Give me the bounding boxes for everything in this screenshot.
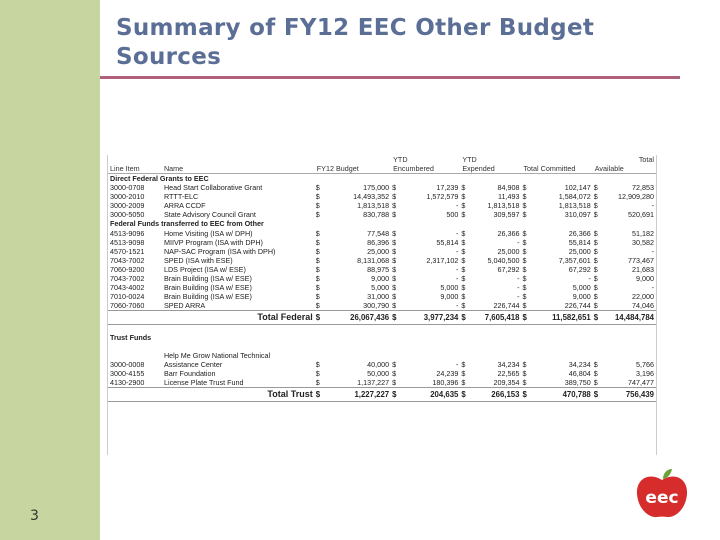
line-item-code: 3000-2010 [110, 192, 145, 202]
dollar-sign: $ [522, 377, 527, 387]
page-number: 3 [30, 508, 39, 524]
total-federal-row-enc: 3,977,234 [401, 311, 460, 325]
dollar-sign: $ [392, 274, 397, 284]
table-row [108, 360, 656, 369]
trust-note-row [108, 351, 656, 360]
dollar-sign: $ [315, 192, 320, 202]
value-avail: - [651, 201, 654, 211]
dollar-sign: $ [315, 237, 320, 247]
dollar-sign: $ [461, 292, 466, 302]
table-row [108, 378, 656, 388]
dollar-sign: $ [461, 377, 466, 387]
value-exp: 5,040,500 [487, 255, 520, 265]
dollar-sign: $ [315, 264, 320, 274]
table-row [108, 210, 656, 219]
value-exp: 34,234 [497, 359, 520, 369]
dollar-sign: $ [315, 183, 320, 193]
total-federal-row-fy12: 26,067,436 [325, 311, 391, 325]
dollar-sign: $ [461, 237, 466, 247]
dollar-sign: $ [392, 301, 397, 311]
value-com: 67,292 [568, 264, 591, 274]
value-enc: 55,814 [436, 237, 459, 247]
value-com: 1,813,518 [558, 201, 591, 211]
line-item-code: 7060-9200 [110, 264, 145, 274]
dollar-sign: $ [461, 228, 466, 238]
hdr-name: Name [162, 164, 315, 174]
dollar-sign: $ [461, 210, 466, 220]
value-enc: 2,317,102 [426, 255, 459, 265]
total-trust-row-com: 470,788 [532, 387, 593, 401]
value-com: 55,814 [568, 237, 591, 247]
dollar-sign: $ [521, 311, 531, 325]
hdr-total-available: Total [638, 155, 654, 164]
line-item-code: 4130-2900 [110, 377, 145, 387]
dollar-sign: $ [392, 368, 397, 378]
dollar-sign: $ [522, 210, 527, 220]
total-trust-row-fy12: 1,227,227 [325, 387, 391, 401]
table-row [108, 256, 656, 265]
value-com: 5,000 [572, 283, 591, 293]
value-avail: 72,853 [632, 183, 654, 193]
value-enc: 500 [446, 210, 459, 220]
value-com: 26,366 [568, 228, 591, 238]
dollar-sign: $ [593, 237, 598, 247]
dollar-sign: $ [522, 192, 527, 202]
table-row [108, 192, 656, 201]
total-trust-row-avail: 756,439 [603, 387, 656, 401]
table-row [108, 274, 656, 283]
total-federal-row-label: Total Federal [108, 311, 315, 325]
value-fy12: 300,790 [363, 301, 390, 311]
section-trust-label: Trust Funds [110, 333, 152, 343]
value-exp: 25,000 [497, 246, 520, 256]
line-item-name: ARRA CCDF [163, 201, 206, 211]
dollar-sign: $ [392, 283, 397, 293]
dollar-sign: $ [392, 246, 397, 256]
dollar-sign: $ [315, 228, 320, 238]
spacer [108, 343, 656, 351]
dollar-sign: $ [392, 377, 397, 387]
value-enc: - [455, 274, 459, 284]
dollar-sign: $ [391, 387, 401, 401]
dollar-sign: $ [593, 311, 603, 325]
dollar-sign: $ [522, 255, 527, 265]
title-underline [100, 76, 680, 79]
value-enc: 1,572,579 [426, 192, 459, 202]
value-avail: - [651, 283, 654, 293]
hdr-ytd-expended: YTD [462, 155, 477, 164]
line-item-code: 4570-1521 [110, 246, 145, 256]
line-item-code: 3000-0708 [110, 183, 145, 193]
hdr-empty [108, 155, 162, 164]
line-item-code: 3000-2009 [110, 201, 145, 211]
dollar-sign: $ [593, 377, 598, 387]
dollar-sign: $ [461, 283, 466, 293]
line-item-name: Head Start Collaborative Grant [163, 183, 263, 193]
line-item-name: State Advisory Council Grant [163, 210, 256, 220]
value-fy12: 88,975 [367, 264, 390, 274]
value-exp: 209,354 [493, 377, 520, 387]
value-enc: 5,000 [440, 283, 459, 293]
table-row [108, 238, 656, 247]
value-exp: 226,744 [493, 301, 520, 311]
section-direct-federal-label: Direct Federal Grants to EEC [110, 174, 209, 183]
dollar-sign: $ [392, 264, 397, 274]
value-com: - [588, 274, 591, 284]
value-avail: 30,582 [632, 237, 654, 247]
value-exp: 67,292 [497, 264, 520, 274]
dollar-sign: $ [461, 183, 466, 193]
value-avail: - [651, 246, 654, 256]
dollar-sign: $ [392, 210, 397, 220]
dollar-sign: $ [522, 368, 527, 378]
spacer-row [108, 343, 656, 351]
value-fy12: 8,131,068 [357, 255, 390, 265]
dollar-sign: $ [522, 301, 527, 311]
dollar-sign: $ [593, 183, 598, 193]
value-enc: 180,396 [432, 377, 459, 387]
dollar-sign: $ [392, 192, 397, 202]
line-item-name: Brain Building (ISA w/ ESE) [163, 283, 252, 293]
value-exp: - [517, 274, 520, 284]
dollar-sign: $ [392, 359, 397, 369]
dollar-sign: $ [461, 368, 466, 378]
dollar-sign: $ [522, 183, 527, 193]
table-row [108, 183, 656, 192]
value-fy12: 14,493,352 [353, 192, 390, 202]
table-row [108, 265, 656, 274]
line-item-code: 3000-4155 [110, 368, 145, 378]
dollar-sign: $ [315, 311, 325, 325]
value-fy12: 86,396 [367, 237, 390, 247]
value-fy12: 1,137,227 [357, 377, 390, 387]
total-trust-row [108, 387, 656, 401]
value-fy12: 40,000 [367, 359, 390, 369]
line-item-code: 7010-0024 [110, 292, 145, 302]
value-exp: - [517, 283, 520, 293]
dollar-sign: $ [461, 264, 466, 274]
line-item-name: Home Visiting (ISA w/ DPH) [163, 228, 253, 238]
hdr-line-item: Line Item [108, 164, 162, 174]
value-com: 34,234 [568, 359, 591, 369]
value-avail: 5,766 [636, 359, 654, 369]
dollar-sign: $ [593, 192, 598, 202]
table-row [108, 283, 656, 292]
title-line-1: Summary of FY12 EEC Other Budget [116, 15, 595, 41]
dollar-sign: $ [461, 359, 466, 369]
dollar-sign: $ [315, 255, 320, 265]
line-item-name: RTTT-ELC [163, 192, 199, 202]
dollar-sign: $ [522, 228, 527, 238]
hdr-fy12-budget: FY12 Budget [315, 164, 391, 174]
value-enc: - [455, 359, 459, 369]
dollar-sign: $ [315, 301, 320, 311]
dollar-sign: $ [461, 301, 466, 311]
value-fy12: 50,000 [367, 368, 390, 378]
dollar-sign: $ [315, 387, 325, 401]
value-com: 7,357,601 [558, 255, 591, 265]
value-enc: - [455, 246, 459, 256]
value-fy12: 31,000 [367, 292, 390, 302]
dollar-sign: $ [522, 274, 527, 284]
line-item-code: 3000-0008 [110, 359, 145, 369]
dollar-sign: $ [522, 283, 527, 293]
dollar-sign: $ [315, 292, 320, 302]
total-trust-row-exp: 266,153 [471, 387, 522, 401]
dollar-sign: $ [315, 283, 320, 293]
header-row-main [108, 164, 656, 174]
dollar-sign: $ [315, 201, 320, 211]
hdr-empty [162, 155, 315, 164]
value-enc: - [455, 301, 459, 311]
total-federal-row [108, 311, 656, 325]
hdr-empty [325, 155, 391, 164]
value-avail: 51,182 [632, 228, 654, 238]
total-trust-row-enc: 204,635 [401, 387, 460, 401]
hdr-encumbered: Encumbered [391, 164, 460, 174]
dollar-sign: $ [593, 292, 598, 302]
dollar-sign: $ [593, 210, 598, 220]
table-row [108, 229, 656, 238]
value-enc: - [455, 201, 459, 211]
line-item-code: 4513-9098 [110, 237, 145, 247]
value-fy12: 25,000 [367, 246, 390, 256]
hdr-total-committed: Total Committed [521, 164, 592, 174]
value-exp: 84,908 [497, 183, 520, 193]
title-line-2: Sources [116, 44, 222, 70]
table-row [108, 201, 656, 210]
value-avail: 22,000 [632, 292, 654, 302]
dollar-sign: $ [315, 246, 320, 256]
value-fy12: 9,000 [371, 274, 390, 284]
dollar-sign: $ [392, 183, 397, 193]
value-avail: 3,196 [636, 368, 654, 378]
dollar-sign: $ [522, 359, 527, 369]
value-enc: - [455, 228, 459, 238]
left-accent-bar [0, 0, 100, 540]
section-trust [108, 333, 656, 342]
dollar-sign: $ [522, 201, 527, 211]
table-row [108, 292, 656, 301]
line-item-code: 4513-9096 [110, 228, 145, 238]
value-com: 46,804 [568, 368, 591, 378]
value-avail: 520,691 [628, 210, 654, 220]
budget-table-body [108, 155, 656, 401]
dollar-sign: $ [461, 274, 466, 284]
value-com: 226,744 [564, 301, 591, 311]
dollar-sign: $ [315, 359, 320, 369]
value-enc: 9,000 [440, 292, 459, 302]
dollar-sign: $ [392, 237, 397, 247]
dollar-sign: $ [522, 292, 527, 302]
value-exp: - [517, 292, 520, 302]
value-com: 1,584,072 [558, 192, 591, 202]
dollar-sign: $ [315, 274, 320, 284]
dollar-sign: $ [392, 228, 397, 238]
dollar-sign: $ [593, 201, 598, 211]
value-fy12: 77,548 [367, 228, 390, 238]
value-com: 102,147 [564, 183, 591, 193]
dollar-sign: $ [593, 228, 598, 238]
line-item-name: Assistance Center [163, 359, 223, 369]
dollar-sign: $ [593, 368, 598, 378]
page-title [116, 14, 676, 72]
dollar-sign: $ [392, 201, 397, 211]
dollar-sign: $ [593, 264, 598, 274]
hdr-ytd-encumbered: YTD [393, 155, 408, 164]
budget-table-container [107, 155, 657, 455]
budget-table [108, 155, 656, 402]
table-row [108, 369, 656, 378]
value-exp: 26,366 [497, 228, 520, 238]
line-item-name: Barr Foundation [163, 368, 216, 378]
value-exp: 1,813,518 [487, 201, 520, 211]
logo-text: eec [645, 488, 679, 508]
line-item-name: MIIVP Program (ISA with DPH) [163, 237, 263, 247]
line-item-code: 7043-7002 [110, 274, 145, 284]
line-item-name: NAP-SAC Program (ISA with DPH) [163, 246, 276, 256]
total-federal-row-avail: 14,484,784 [603, 311, 656, 325]
value-fy12: 5,000 [371, 283, 390, 293]
header-row-top [108, 155, 656, 164]
line-item-name: SPED ARRA [163, 301, 206, 311]
dollar-sign: $ [522, 264, 527, 274]
dollar-sign: $ [461, 192, 466, 202]
line-item-name: Brain Building (ISA w/ ESE) [163, 292, 252, 302]
value-exp: 22,565 [497, 368, 520, 378]
dollar-sign: $ [522, 246, 527, 256]
line-item-name: LDS Project (ISA w/ ESE) [163, 264, 246, 274]
section-transferred-label: Federal Funds transferred to EEC from Other [110, 219, 264, 229]
total-federal-row-com: 11,582,651 [532, 311, 593, 325]
hdr-empty [532, 155, 593, 164]
value-avail: 74,046 [632, 301, 654, 311]
spacer [108, 325, 656, 334]
dollar-sign: $ [593, 283, 598, 293]
line-item-name: SPED (ISA with ESE) [163, 255, 233, 265]
value-com: 9,000 [572, 292, 591, 302]
dollar-sign: $ [392, 255, 397, 265]
dollar-sign: $ [392, 292, 397, 302]
section-direct-federal [108, 174, 656, 184]
value-enc: 24,239 [436, 368, 459, 378]
total-trust-row-label: Total Trust [108, 387, 315, 401]
value-fy12: 175,000 [363, 183, 390, 193]
dollar-sign: $ [593, 387, 603, 401]
section-transferred [108, 219, 656, 228]
hdr-expended: Expended [460, 164, 521, 174]
eec-logo [632, 468, 692, 520]
value-avail: 21,683 [632, 264, 654, 274]
line-item-code: 7043-7002 [110, 255, 145, 265]
value-enc: 17,239 [436, 183, 459, 193]
hdr-available: Available [593, 164, 656, 174]
dollar-sign: $ [593, 274, 598, 284]
dollar-sign: $ [315, 210, 320, 220]
dollar-sign: $ [391, 311, 401, 325]
dollar-sign: $ [521, 387, 531, 401]
dollar-sign: $ [461, 255, 466, 265]
line-item-code: 7043-4002 [110, 283, 145, 293]
dollar-sign: $ [315, 368, 320, 378]
trust-note-text: Help Me Grow National Technical [163, 350, 271, 360]
total-federal-row-exp: 7,605,418 [471, 311, 522, 325]
empty [108, 351, 162, 360]
dollar-sign: $ [522, 237, 527, 247]
value-avail: 9,000 [636, 274, 654, 284]
hdr-empty [521, 155, 531, 164]
dollar-sign: $ [315, 377, 320, 387]
value-avail: 12,909,280 [618, 192, 654, 202]
value-exp: 309,597 [493, 210, 520, 220]
hdr-empty [315, 155, 325, 164]
dollar-sign: $ [593, 301, 598, 311]
dollar-sign: $ [593, 359, 598, 369]
value-com: 310,097 [564, 210, 591, 220]
value-exp: 11,493 [498, 192, 520, 202]
dollar-sign: $ [461, 246, 466, 256]
line-item-code: 7060-7060 [110, 301, 145, 311]
value-fy12: 830,788 [363, 210, 390, 220]
table-row [108, 301, 656, 311]
value-avail: 747,477 [628, 377, 654, 387]
value-com: 25,000 [568, 246, 591, 256]
dollar-sign: $ [460, 387, 470, 401]
dollar-sign: $ [460, 311, 470, 325]
value-avail: 773,467 [628, 255, 654, 265]
line-item-name: License Plate Trust Fund [163, 377, 244, 387]
dollar-sign: $ [461, 201, 466, 211]
dollar-sign: $ [593, 246, 598, 256]
dollar-sign: $ [593, 255, 598, 265]
line-item-code: 3000-5050 [110, 210, 145, 220]
value-enc: - [455, 264, 459, 274]
table-row [108, 247, 656, 256]
value-com: 389,750 [564, 377, 591, 387]
value-exp: - [517, 237, 520, 247]
line-item-name: Brain Building (ISA w/ ESE) [163, 274, 252, 284]
spacer-row [108, 325, 656, 334]
value-fy12: 1,813,518 [357, 201, 390, 211]
